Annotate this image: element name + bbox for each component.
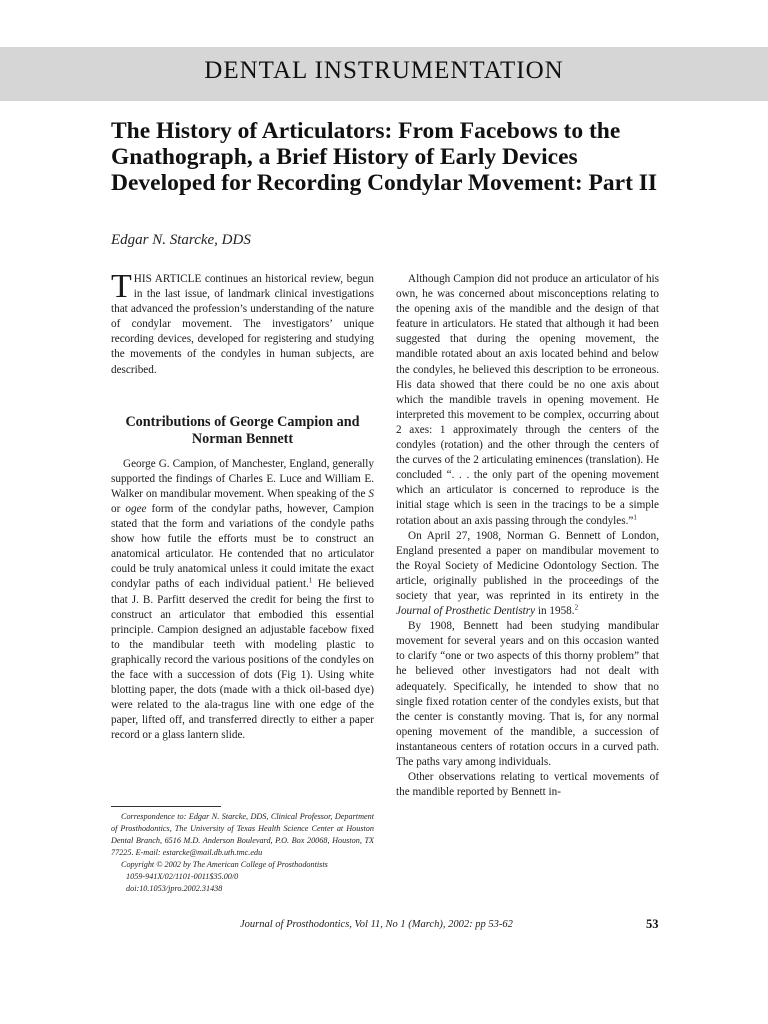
text-run: form of the condylar paths, however, Campion stated that the form and variations of the condyle paths show how futile the efforts must be to construct an anatomical articulator. He contended that no articulator could be truly anatomical unless it could imitate the exact condylar paths of each individual patient.	[111, 502, 374, 591]
correspondence-footnote	[111, 811, 374, 895]
text-run: or	[111, 502, 126, 515]
correspondence-text: Correspondence to: Edgar N. Starcke, DDS, Clinical Professor, Department of Prosthodontics, The University of Texas Health Science Center at Houston Dental Branch, 6516 M.D. Anderson Boulevard, P.O. Box 20068, Houston, TX 77225. E-mail: estarcke@mail.db.uth.tmc.edu	[111, 812, 374, 857]
campion-paragraph	[111, 457, 374, 744]
article-title: The History of Articulators: From Facebows to the Gnathograph, a Brief History of Early Devices Developed for Recording Condylar Movement: Part II	[111, 118, 658, 196]
reference-marker[interactable]: 1	[633, 512, 637, 521]
campion-axis-paragraph	[396, 272, 659, 529]
text-run: Although Campion did not produce an articulator of his own, he was concerned about misconceptions relating to the opening axis of the mandible and the design of that feature in articulators. He stated that although it had been suggested that during the opening movement, the mandible rotated about an axis located behind and below the condyles, he believed this description to be erroneous. His data showed that there could be no one axis about which the mandible travels in opening movement. He interpreted this movement to be complex, occurring about 2 axes: 1 approximately through the centers of the condyles (rotation) and the other through the centers of the curves of the 2 articulating eminences (translation). He concluded “. . . the only part of the opening movement which an articulator is concerned to reproduce is the initial stage which is seen in the tracings to be a simple rotation about an axis passing through the condyles.”	[396, 273, 659, 527]
footnote-rule	[111, 806, 221, 807]
italic-term: S	[368, 487, 374, 500]
right-column	[396, 272, 659, 800]
copyright-text: Copyright © 2002 by The American College of Prosthodontists	[121, 860, 328, 869]
drop-cap: T	[111, 268, 132, 305]
section-banner	[0, 47, 768, 101]
article-author: Edgar N. Starcke, DDS	[111, 232, 251, 248]
issn-text: 1059-941X/02/1101-0011$35.00/0	[126, 872, 239, 881]
text-run: George G. Campion, of Manchester, England, generally supported the findings of Charles E. Luce and William E. Walker on mandibular movement. When speaking of the	[111, 457, 374, 500]
reference-marker[interactable]: 2	[574, 603, 579, 612]
doi-text: doi:10.1053/jpro.2002.31438	[126, 884, 223, 893]
intro-paragraph	[111, 268, 374, 378]
left-column	[111, 268, 374, 743]
text-run: On April 27, 1908, Norman G. Bennett of London, England presented a paper on mandibular movement to the Royal Society of Medicine Odontology Section. The article, originally published in the proceedings of the society that year, was reprinted in its entirety in the	[396, 529, 659, 602]
intro-text: HIS ARTICLE continues an historical review, begun in the last issue, of landmark clinical investigations that advanced the profession’s understanding of the nature of condylar movement. The investigators’ unique recording devices, developed for registering and studying the movements of the condyles in human subjects, are described.	[111, 273, 374, 376]
section-heading: Contributions of George Campion and Norman Bennett	[125, 413, 360, 447]
text-run: in 1958.	[535, 605, 575, 618]
journal-name: Journal of Prosthetic Dentistry	[396, 605, 536, 618]
page-number: 53	[646, 917, 659, 931]
section-title: DENTAL INSTRUMENTATION	[204, 57, 564, 84]
reference-marker[interactable]: 1	[308, 576, 313, 585]
italic-term: ogee	[125, 502, 147, 515]
bennett-study-paragraph: By 1908, Bennett had been studying mandibular movement for several years and on this occasion wanted to clarify “one or two aspects of this thorny problem” that he believed other investigators had not dealt with adequately. Specifically, he intended to show that no single fixed rotation center of the condyles exists, but that the center is constantly moving. That is, for any normal opening movement of the mandible, a succession of instantaneous centers of rotation occurs in a curved path. The paths vary among individuals.	[396, 620, 659, 768]
text-run: He believed that J. B. Parfitt deserved the credit for being the first to construct an articulator that embodied this essential principle. Campion designed an adjustable facebow fixed to the mandibular teeth with modeling plastic to graphically record the various positions of the condyles on the face with a succession of dots (Fig 1). Using white blotting paper, the dots (made with a thick oil-based dye) were related to the ala-tragus line with one edge of the paper, lifted off, and transferred directly to either a paper record or a glass lantern slide.	[111, 578, 374, 742]
vertical-movement-paragraph: Other observations relating to vertical movements of the mandible reported by Bennett in-	[396, 771, 659, 799]
journal-citation: Journal of Prosthodontics, Vol 11, No 1 (March), 2002: pp 53-62	[240, 919, 513, 930]
bennett-paper-paragraph	[396, 529, 659, 620]
